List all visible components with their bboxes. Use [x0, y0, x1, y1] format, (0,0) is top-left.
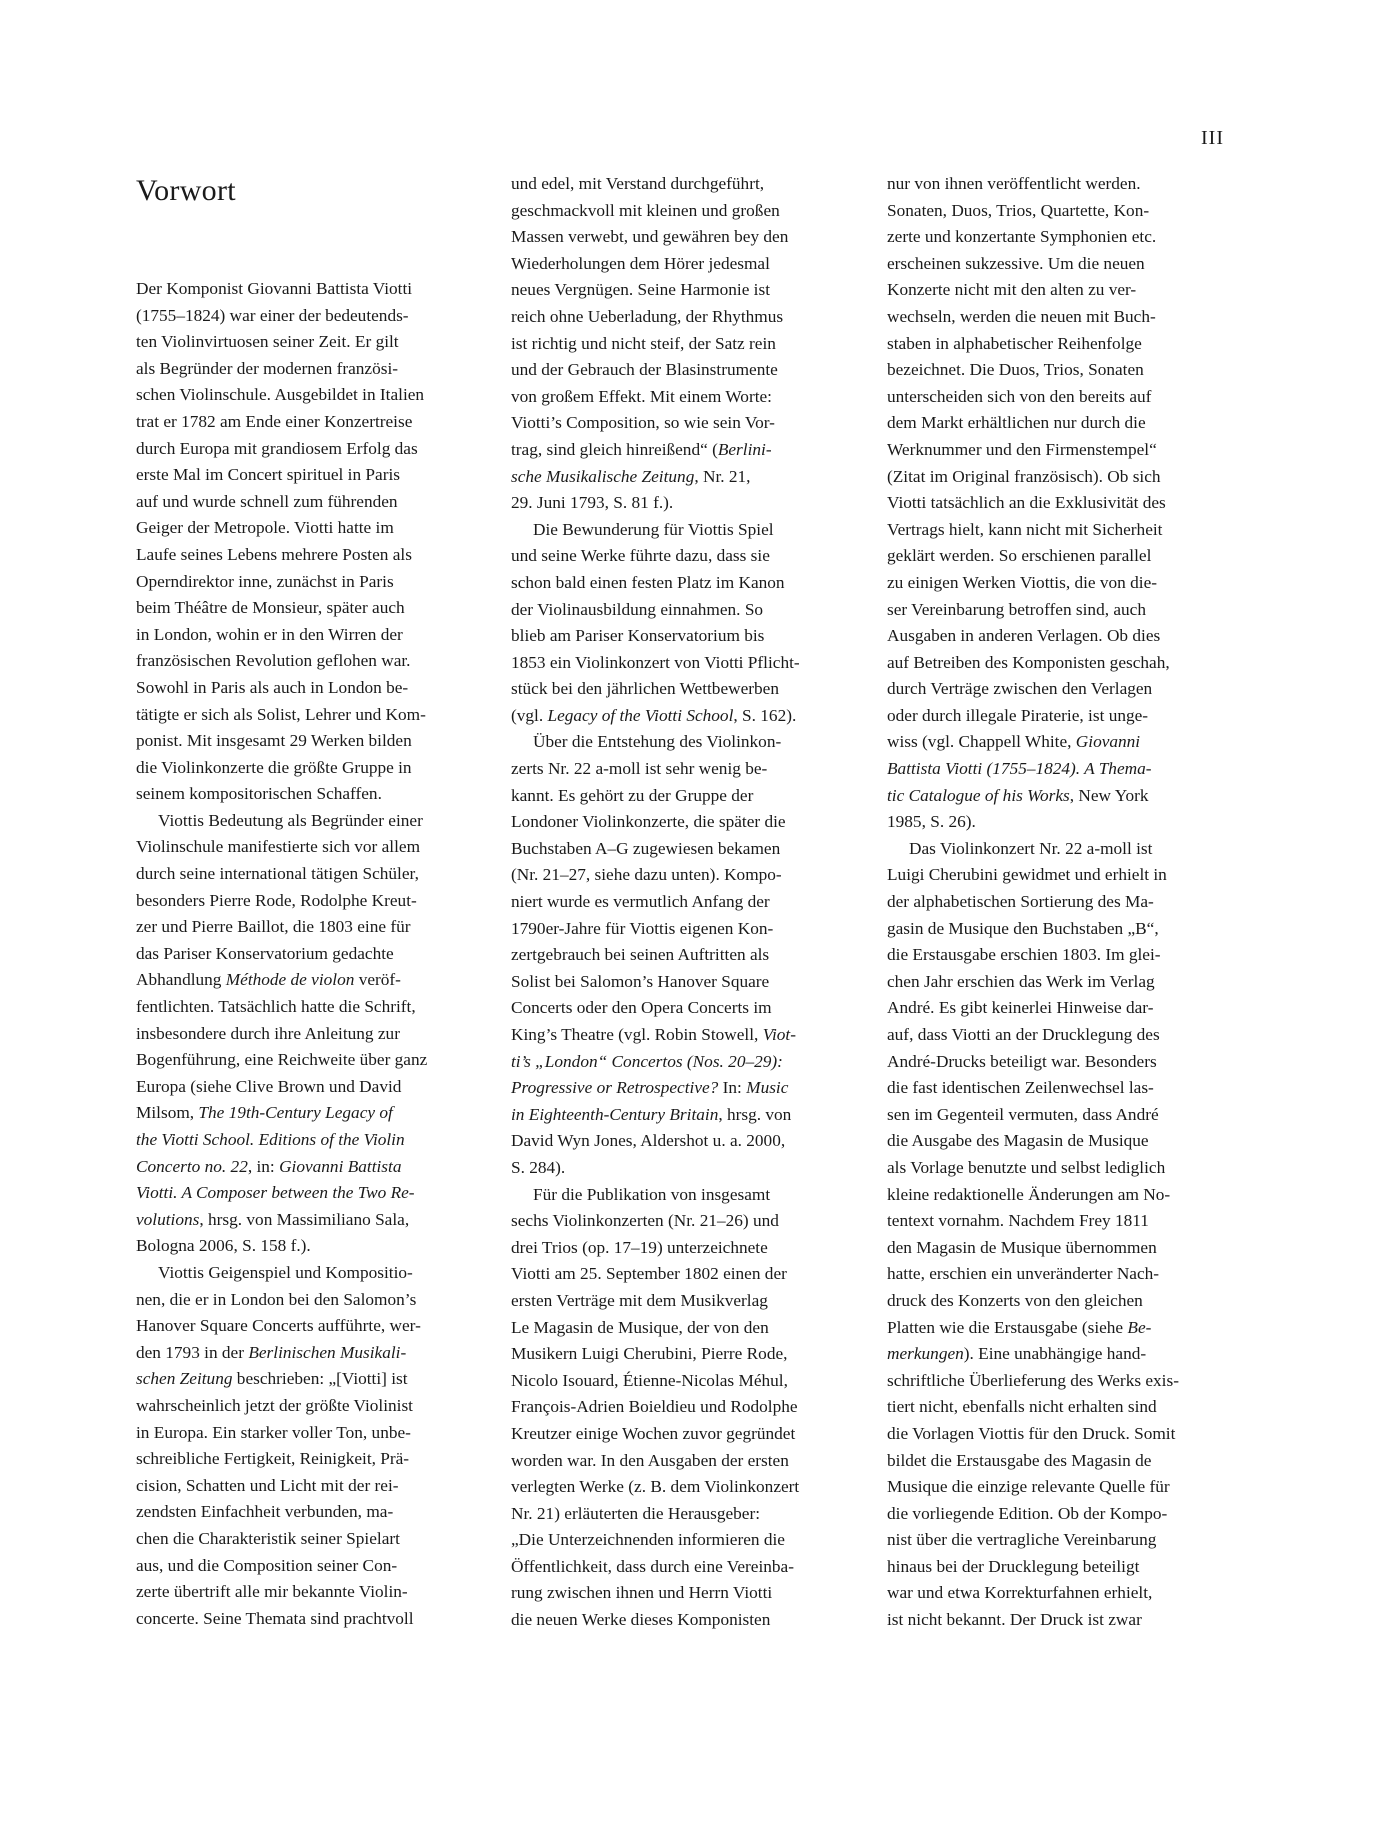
text-line: ser Vereinbarung betroffen sind, auch	[887, 599, 1146, 619]
text-line: ti’s „London“ Concertos (Nos. 20–29):	[511, 1051, 783, 1071]
text-line: Werknummer und den Firmenstempel“	[887, 439, 1157, 459]
text-line: 29. Juni 1793, S. 81 f.).	[511, 493, 674, 513]
text-line: auf und wurde schnell zum führenden	[136, 491, 398, 511]
text-line: 1790er-Jahre für Viottis eigenen Kon-	[511, 918, 774, 938]
text-line: Viotti. A Composer between the Two Re-	[136, 1183, 415, 1203]
text-line: drei Trios (op. 17–19) unterzeichnete	[511, 1237, 768, 1257]
text-line: seinem kompositorischen Schaffen.	[136, 784, 382, 804]
text-line: ponist. Mit insgesamt 29 Werken bilden	[136, 731, 412, 751]
text-line: blieb am Pariser Konservatorium bis	[511, 626, 765, 646]
text-line: tiert nicht, ebenfalls nicht erhalten sind	[887, 1397, 1157, 1417]
text-line: tic Catalogue of his Works, New York	[887, 785, 1149, 805]
text-line: schen Violinschule. Ausgebildet in Italien	[136, 385, 425, 405]
text-line: Buchstaben A–G zugewiesen bekamen	[511, 838, 781, 858]
text-line: zerte und konzertante Symphonien etc.	[887, 227, 1157, 247]
text-line: zerts Nr. 22 a-moll ist sehr wenig be-	[511, 759, 768, 779]
text-line: „Die Unterzeichnenden informieren die	[511, 1530, 785, 1550]
text-line: sechs Violinkonzerten (Nr. 21–26) und	[511, 1211, 779, 1231]
text-line: nist über die vertragliche Vereinbarung	[887, 1530, 1157, 1550]
text-line: Bologna 2006, S. 158 f.).	[136, 1236, 311, 1256]
text-line: zerte übertrift alle mir bekannte Violin-	[136, 1582, 408, 1602]
text-line: Luigi Cherubini gewidmet und erhielt in	[887, 865, 1167, 885]
text-line: bezeichnet. Die Duos, Trios, Sonaten	[887, 360, 1144, 380]
text-line: cision, Schatten und Licht mit der rei-	[136, 1475, 399, 1495]
text-line: Europa (siehe Clive Brown und David	[136, 1076, 402, 1096]
text-line: kannt. Es gehört zu der Gruppe der	[511, 785, 754, 805]
text-line: erscheinen sukzessive. Um die neuen	[887, 253, 1145, 273]
text-line: wechseln, werden die neuen mit Buch-	[887, 306, 1156, 326]
text-line: Bogenführung, eine Reichweite über ganz	[136, 1050, 428, 1070]
text-line: den Magasin de Musique übernommen	[887, 1237, 1157, 1257]
text-line: aus, und die Composition seiner Con-	[136, 1555, 398, 1575]
text-line: druck des Konzerts von den gleichen	[887, 1290, 1143, 1310]
text-line: Musique die einzige relevante Quelle für	[887, 1477, 1170, 1497]
text-line: nur von ihnen veröffentlicht werden.	[887, 174, 1141, 193]
text-line: Nr. 21) erläuterten die Herausgeber:	[511, 1503, 761, 1523]
text-line: kleine redaktionelle Änderungen am No-	[887, 1184, 1171, 1204]
text-line: Die Bewunderung für Viottis Spiel	[533, 519, 774, 539]
text-line: Laufe seines Lebens mehrere Posten als	[136, 544, 412, 564]
text-line: Musikern Luigi Cherubini, Pierre Rode,	[511, 1344, 788, 1364]
text-line: geschmackvoll mit kleinen und großen	[511, 200, 780, 220]
text-line: in London, wohin er in den Wirren der	[136, 624, 403, 644]
text-line: (vgl. Legacy of the Viotti School, S. 162).	[511, 705, 797, 725]
text-line: zendsten Einfachheit verbunden, ma-	[136, 1502, 394, 1522]
text-line: schreibliche Fertigkeit, Reinigkeit, Prä-	[136, 1449, 410, 1469]
text-line: stück bei den jährlichen Wettbewerben	[511, 679, 779, 699]
text-line: François-Adrien Boieldieu und Rodolphe	[511, 1397, 798, 1417]
text-line: insbesondere durch ihre Anleitung zur	[136, 1023, 400, 1043]
text-line: rung zwischen ihnen und Herrn Viotti	[511, 1583, 773, 1603]
text-line: Violinschule manifestierte sich vor allem	[136, 837, 421, 857]
text-line: fentlichten. Tatsächlich hatte die Schrift,	[136, 997, 416, 1017]
text-line: Wiederholungen dem Hörer jedesmal	[511, 253, 770, 273]
text-line: Massen verwebt, und gewähren bey den	[511, 227, 789, 247]
text-column-1	[136, 276, 478, 1632]
text-line: King’s Theatre (vgl. Robin Stowell, Viot-	[511, 1025, 796, 1044]
text-line: die Ausgabe des Magasin de Musique	[887, 1131, 1149, 1151]
text-line: schen Zeitung beschrieben: „[Viotti] ist	[136, 1369, 408, 1389]
text-line: tätigte er sich als Solist, Lehrer und Kom-	[136, 704, 426, 724]
page-number: III	[1201, 127, 1224, 149]
text-line: Londoner Violinkonzerte, die später die	[511, 812, 786, 832]
text-line: Viotti’s Composition, so wie sein Vor-	[511, 413, 775, 433]
text-line: zertgebrauch bei seinen Auftritten als	[511, 945, 770, 965]
text-line: zer und Pierre Baillot, die 1803 eine für	[136, 917, 411, 937]
text-line: Konzerte nicht mit den alten zu ver-	[887, 280, 1137, 300]
text-line: Über die Entstehung des Violinkon-	[533, 732, 782, 752]
text-line: besonders Pierre Rode, Rodolphe Kreut-	[136, 890, 417, 910]
text-line: Nicolo Isouard, Étienne-Nicolas Méhul,	[511, 1370, 788, 1390]
text-line: (Zitat im Original französisch). Ob sich	[887, 466, 1161, 486]
text-line: chen Jahr erschien das Werk im Verlag	[887, 971, 1155, 991]
text-line: worden war. In den Ausgaben der ersten	[511, 1450, 789, 1470]
text-line: die neuen Werke dieses Komponisten	[511, 1610, 771, 1630]
text-line: Hanover Square Concerts aufführte, wer-	[136, 1316, 421, 1336]
text-line: von großem Effekt. Mit einem Worte:	[511, 386, 772, 406]
text-line: Concerts oder den Opera Concerts im	[511, 998, 772, 1018]
text-line: in Europa. Ein starker voller Ton, unbe-	[136, 1422, 411, 1442]
text-line: Ausgaben in anderen Verlagen. Ob dies	[887, 626, 1161, 646]
text-line: Platten wie die Erstausgabe (siehe Be-	[887, 1317, 1152, 1337]
text-line: zu einigen Werken Viottis, die von die-	[887, 572, 1158, 592]
text-line: 1985, S. 26).	[887, 812, 976, 832]
text-line: Kreutzer einige Wochen zuvor gegründet	[511, 1423, 796, 1443]
text-line: die Violinkonzerte die größte Gruppe in	[136, 757, 412, 777]
text-line: die vorliegende Edition. Ob der Kompo-	[887, 1503, 1168, 1523]
text-line: nen, die er in London bei den Salomon’s	[136, 1289, 417, 1309]
text-line: durch Europa mit grandiosem Erfolg das	[136, 438, 418, 458]
text-line: hinaus bei der Drucklegung beteiligt	[887, 1556, 1140, 1576]
text-line: Solist bei Salomon’s Hanover Square	[511, 971, 770, 991]
text-line: geklärt werden. So erschienen parallel	[887, 546, 1152, 566]
text-line: durch Verträge zwischen den Verlagen	[887, 679, 1153, 699]
text-line: Das Violinkonzert Nr. 22 a-moll ist	[909, 838, 1153, 858]
text-line: bildet die Erstausgabe des Magasin de	[887, 1450, 1152, 1470]
text-line: oder durch illegale Piraterie, ist unge-	[887, 705, 1149, 725]
text-line: (1755–1824) war einer der bedeutends-	[136, 305, 409, 325]
text-line: David Wyn Jones, Aldershot u. a. 2000,	[511, 1131, 786, 1151]
text-line: Milsom, The 19th-Century Legacy of	[136, 1103, 393, 1123]
text-line: französischen Revolution geflohen war.	[136, 651, 411, 671]
text-line: Progressive or Retrospective? In: Music	[511, 1078, 789, 1098]
text-line: erste Mal im Concert spirituel in Paris	[136, 465, 400, 485]
text-line: das Pariser Konservatorium gedachte	[136, 943, 394, 963]
text-line: schon bald einen festen Platz im Kanon	[511, 572, 785, 592]
text-line: war und etwa Korrekturfahnen erhielt,	[887, 1583, 1153, 1603]
text-line: André. Es gibt keinerlei Hinweise dar-	[887, 998, 1154, 1018]
text-line: sen im Gegenteil vermuten, dass André	[887, 1104, 1159, 1124]
text-line: Abhandlung Méthode de violon veröf-	[136, 970, 401, 990]
text-line: the Viotti School. Editions of the Violin	[136, 1130, 405, 1149]
text-line: Geiger der Metropole. Viotti hatte im	[136, 518, 394, 538]
text-line: den 1793 in der Berlinischen Musikali-	[136, 1342, 407, 1362]
text-line: (Nr. 21–27, siehe dazu unten). Kompo-	[511, 865, 782, 885]
text-line: Battista Viotti (1755–1824). A Thema-	[887, 759, 1152, 779]
text-line: reich ohne Ueberladung, der Rhythmus	[511, 306, 784, 326]
text-line: concerte. Seine Themata sind prachtvoll	[136, 1608, 414, 1628]
text-line: niert wurde es vermutlich Anfang der	[511, 892, 770, 912]
text-line: unterscheiden sich von den bereits auf	[887, 386, 1152, 406]
text-line: Viotti tatsächlich an die Exklusivität des	[887, 493, 1166, 513]
text-line: Öffentlichkeit, dass durch eine Vereinba-	[511, 1556, 794, 1576]
text-line: Der Komponist Giovanni Battista Viotti	[136, 279, 413, 298]
text-line: 1853 ein Violinkonzert von Viotti Pflicht-	[511, 652, 800, 672]
text-line: staben in alphabetischer Reihenfolge	[887, 333, 1142, 353]
text-line: Sonaten, Duos, Trios, Quartette, Kon-	[887, 200, 1150, 220]
text-line: tentext vornahm. Nachdem Frey 1811	[887, 1211, 1149, 1231]
text-line: hatte, erschien ein unveränderter Nach-	[887, 1264, 1160, 1284]
text-line: André-Drucks beteiligt war. Besonders	[887, 1051, 1157, 1071]
text-line: und der Gebrauch der Blasinstrumente	[511, 360, 778, 380]
text-line: ersten Verträge mit dem Musikverlag	[511, 1290, 768, 1310]
text-line: chen die Charakteristik seiner Spielart	[136, 1528, 400, 1548]
page-title: Vorwort	[136, 174, 236, 207]
text-line: Viottis Geigenspiel und Kompositio-	[158, 1262, 413, 1282]
text-line: merkungen). Eine unabhängige hand-	[887, 1344, 1147, 1364]
text-line: Vertrags hielt, kann nicht mit Sicherheit	[887, 519, 1163, 539]
text-line: gasin de Musique den Buchstaben „B“,	[887, 918, 1159, 938]
text-line: beim Théâtre de Monsieur, später auch	[136, 598, 405, 618]
text-line: Für die Publikation von insgesamt	[533, 1184, 771, 1204]
text-line: Operndirektor inne, zunächst in Paris	[136, 571, 394, 591]
text-line: als Begründer der modernen französi-	[136, 358, 398, 378]
text-line: volutions, hrsg. von Massimiliano Sala,	[136, 1209, 410, 1229]
text-line: wahrscheinlich jetzt der größte Violinist	[136, 1395, 413, 1415]
text-line: Le Magasin de Musique, der von den	[511, 1317, 769, 1337]
text-line: verlegten Werke (z. B. dem Violinkonzert	[511, 1477, 800, 1497]
text-line: der Violinausbildung einnahmen. So	[511, 599, 764, 619]
text-line: ist richtig und nicht steif, der Satz rein	[511, 333, 776, 353]
text-line: die Erstausgabe erschien 1803. Im glei-	[887, 945, 1161, 965]
text-line: als Vorlage benutzte und selbst lediglich	[887, 1157, 1166, 1177]
text-line: der alphabetischen Sortierung des Ma-	[887, 892, 1154, 912]
text-line: Viottis Bedeutung als Begründer einer	[158, 810, 423, 830]
text-line: die Vorlagen Viottis für den Druck. Somit	[887, 1423, 1176, 1443]
text-line: ist nicht bekannt. Der Druck ist zwar	[887, 1610, 1142, 1630]
text-line: trat er 1782 am Ende einer Konzertreise	[136, 411, 413, 431]
text-line: trag, sind gleich hinreißend“ (Berlini-	[511, 439, 772, 459]
text-line: durch seine international tätigen Schüler,	[136, 864, 419, 884]
text-column-3	[887, 171, 1229, 1634]
text-line: Viotti am 25. September 1802 einen der	[511, 1264, 787, 1284]
text-line: wiss (vgl. Chappell White, Giovanni	[887, 732, 1141, 752]
text-line: schriftliche Überlieferung des Werks exis-	[887, 1370, 1179, 1390]
text-line: und edel, mit Verstand durchgeführt,	[511, 174, 765, 193]
text-line: dem Markt erhältlichen nur durch die	[887, 413, 1146, 433]
text-line: die fast identischen Zeilenwechsel las-	[887, 1078, 1154, 1098]
text-line: S. 284).	[511, 1157, 566, 1177]
text-line: in Eighteenth-Century Britain, hrsg. von	[511, 1104, 792, 1124]
text-line: auf, dass Viotti an der Drucklegung des	[887, 1025, 1160, 1044]
text-line: neues Vergnügen. Seine Harmonie ist	[511, 280, 771, 300]
text-line: ten Violinvirtuosen seiner Zeit. Er gilt	[136, 332, 399, 352]
text-line: und seine Werke führte dazu, dass sie	[511, 546, 770, 566]
text-column-2	[511, 171, 853, 1634]
text-line: Concerto no. 22, in: Giovanni Battista	[136, 1156, 402, 1176]
text-line: sche Musikalische Zeitung, Nr. 21,	[511, 466, 751, 486]
text-line: Sowohl in Paris als auch in London be-	[136, 677, 409, 697]
text-line: auf Betreiben des Komponisten geschah,	[887, 652, 1170, 672]
